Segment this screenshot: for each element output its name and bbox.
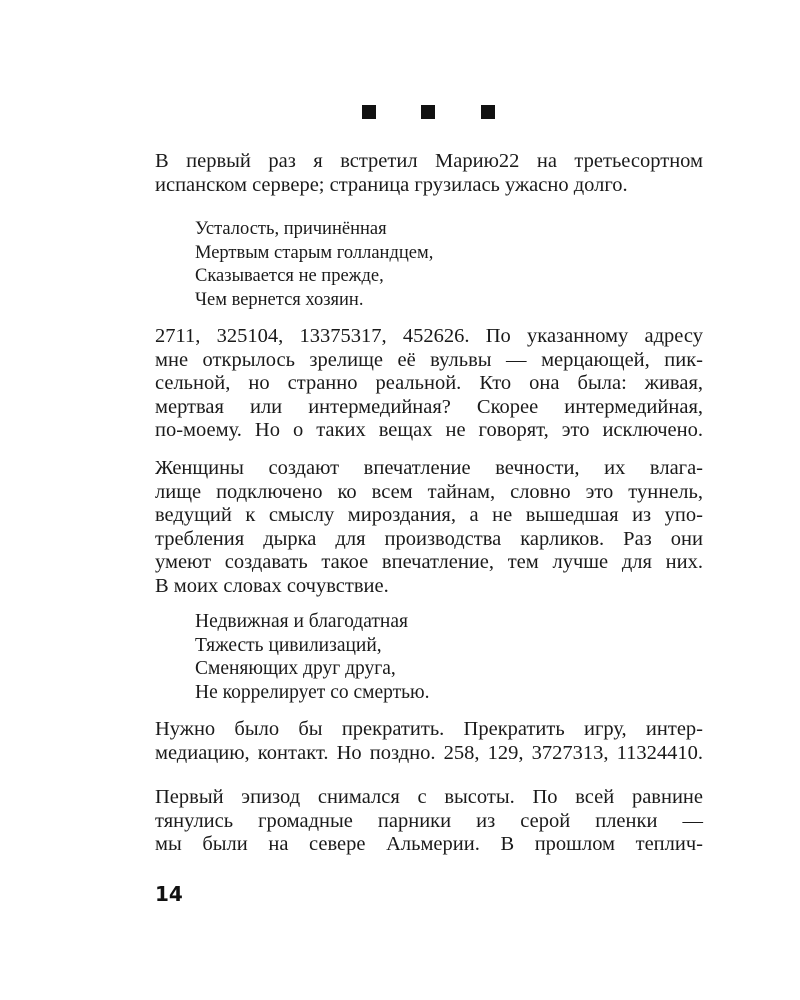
- ornament-square-1: [362, 105, 376, 119]
- ornament-square-3: [481, 105, 495, 119]
- paragraph-3: [155, 457, 703, 598]
- verse-line: Сменяющих друг друга,: [195, 658, 396, 679]
- verse-line: Чем вернется хозяин.: [195, 289, 364, 310]
- paragraph-1: [155, 150, 703, 197]
- text-line: ведущий к смыслу мироздания, а не вышедшая из упо-: [155, 504, 703, 526]
- verse-line: Тяжесть цивилизаций,: [195, 634, 382, 656]
- text-line: Женщины создают впечатление вечности, их влага-: [155, 457, 703, 479]
- text-line: сельной, но странно реальной. Кто она была: живая,: [155, 372, 703, 394]
- page-number: 14: [155, 882, 183, 906]
- text-line: медиацию, контакт. Но поздно. 258, 129, 3727313, 11324410.: [155, 741, 703, 764]
- verse-line: Недвижная и благодатная: [195, 611, 408, 632]
- paragraph-5: [155, 786, 703, 857]
- text-line: лище подключено ко всем тайнам, словно это туннель,: [155, 480, 703, 503]
- text-line: В первый раз я встретил Марию22 на третьесортном: [155, 150, 703, 172]
- text-line: мертвая или интермедийная? Скорее интермедийная,: [155, 395, 703, 418]
- text-line: 2711, 325104, 13375317, 452626. По указанному адресу: [155, 325, 703, 347]
- text-line: мы были на севере Альмерии. В прошлом теплич-: [155, 833, 703, 855]
- text-line: Нужно было бы прекратить. Прекратить игру, интер-: [155, 718, 703, 740]
- text-line: умеют создавать такое впечатление, тем лучше для них.: [155, 551, 703, 573]
- verse-line: Усталость, причинённая: [195, 219, 387, 239]
- verse-line: Не коррелирует со смертью.: [195, 681, 430, 703]
- text-line: мне открылось зрелище её вульвы — мерцающей, пик-: [155, 348, 703, 371]
- verse-line: Мертвым старым голландцем,: [195, 242, 434, 263]
- verse-2: [195, 610, 430, 704]
- text-line: по-моему. Но о таких вещах не говорят, это исключено.: [155, 419, 703, 441]
- text-line: требления дырка для производства карликов. Раз они: [155, 527, 703, 550]
- text-line: тянулись громадные парники из серой пленки —: [155, 809, 703, 832]
- section-break-ornament: [0, 105, 800, 121]
- text-line: Первый эпизод снимался с высоты. По всей равнине: [155, 786, 703, 808]
- ornament-square-2: [421, 105, 435, 119]
- verse-1: [195, 218, 433, 312]
- verse-line: Сказывается не прежде,: [195, 266, 384, 286]
- text-line: В моих словах сочувствие.: [155, 574, 389, 597]
- paragraph-2: [155, 325, 703, 443]
- paragraph-4: [155, 718, 703, 765]
- text-line: испанском сервере; страница грузилась ужасно долго.: [155, 173, 628, 196]
